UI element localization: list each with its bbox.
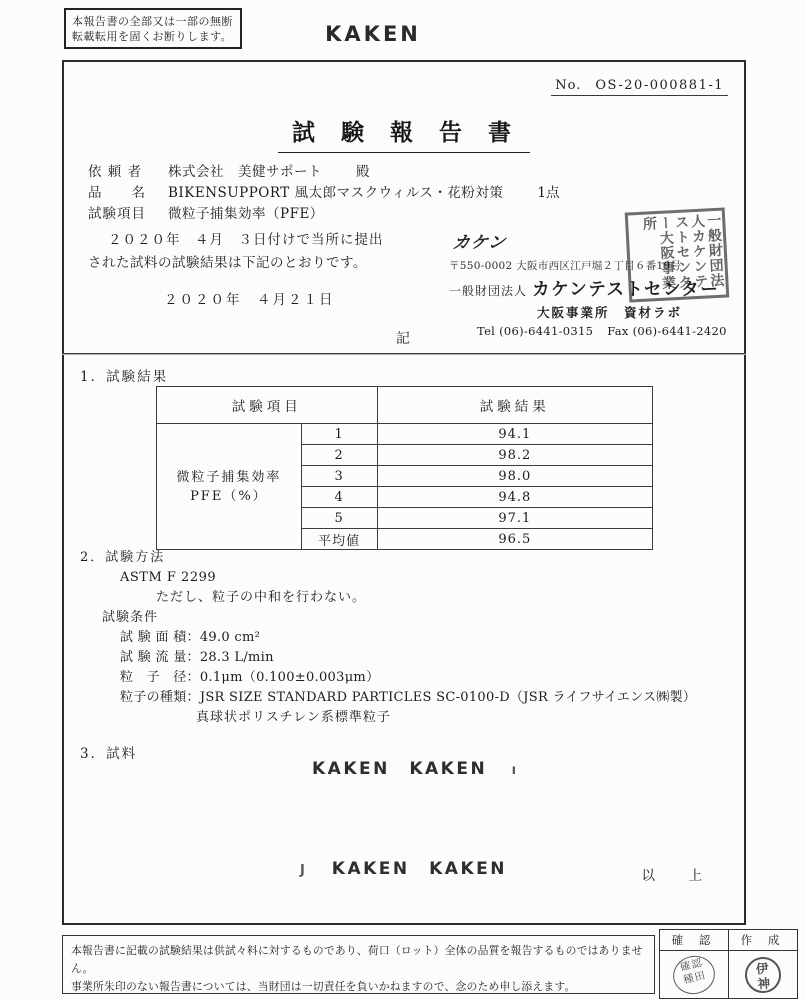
kaken-watermark-partial: J bbox=[300, 863, 308, 878]
result-table bbox=[156, 386, 653, 550]
section2-heading: 2．試験方法 bbox=[80, 550, 166, 565]
test-method-note: ただし、粒子の中和を行わない。 bbox=[156, 590, 367, 605]
issue-date: ２０２０年 ４月２１日 bbox=[164, 292, 335, 308]
create-column-header: 作 成 bbox=[729, 930, 798, 951]
issuer-fax: Fax (06)-6441-2420 bbox=[607, 324, 727, 338]
result-table-header-row bbox=[157, 387, 653, 424]
intro-paragraph bbox=[88, 229, 384, 275]
client-label: 依 頼 者 bbox=[88, 164, 143, 180]
report-number bbox=[551, 78, 728, 96]
report-number-value: OS-20-000881-1 bbox=[595, 78, 724, 93]
kaken-watermark-row2 bbox=[300, 854, 507, 879]
create-stamp-line1: 伊 bbox=[755, 960, 770, 977]
confirm-column-header: 確 認 bbox=[660, 930, 729, 951]
kaken-watermark-text: KAKEN KAKEN bbox=[331, 859, 507, 879]
issuer-address: 〒550-0002 大阪市西区江戸堀２丁目６番19号 bbox=[449, 260, 682, 272]
col-header-test-result: 試験結果 bbox=[377, 387, 652, 424]
condition-area-label: 試 験 面 積： bbox=[120, 630, 200, 645]
confirm-stamp-line1: 確認 bbox=[678, 956, 705, 974]
conditions-title: 試験条件 bbox=[102, 610, 159, 625]
kaken-watermark-row1 bbox=[312, 754, 519, 779]
specimen-no: 2 bbox=[301, 445, 377, 466]
disclaimer-line1: 本報告書に記載の試験結果は供試々料に対するものであり、荷口（ロット）全体の品質を報告するものではありません。 bbox=[71, 944, 643, 975]
result-value: 94.8 bbox=[377, 487, 652, 508]
condition-particle-size-value: 0.1μm（0.100±0.003μm） bbox=[199, 670, 380, 685]
condition-area-value: 49.0 cm² bbox=[199, 630, 261, 645]
condition-particle-type-label: 粒子の種類： bbox=[120, 690, 200, 705]
issuer-tel: Tel (06)-6441-0315 bbox=[477, 324, 594, 338]
request-info-block bbox=[88, 162, 559, 225]
table-row bbox=[157, 424, 653, 445]
report-number-label: No. bbox=[555, 78, 582, 93]
report-frame bbox=[62, 60, 746, 925]
approval-stamp-table bbox=[659, 929, 798, 999]
condition-flow-label: 試 験 流 量： bbox=[120, 650, 200, 665]
specimen-no: 1 bbox=[301, 424, 377, 445]
client-honorific: 殿 bbox=[356, 164, 370, 180]
result-value: 94.1 bbox=[377, 424, 652, 445]
intro-line2: された試料の試験結果は下記のとおりです。 bbox=[88, 255, 367, 271]
kaken-brand-header: KAKEN bbox=[325, 22, 421, 46]
specimen-no: 5 bbox=[301, 508, 377, 529]
condition-particle-size bbox=[80, 668, 696, 688]
test-item-name-line1: 微粒子捕集効率 bbox=[176, 469, 282, 485]
product-value: BIKENSUPPORT 風太郎マスクウィルス・花粉対策 bbox=[168, 185, 504, 201]
test-item-row bbox=[88, 204, 559, 225]
create-hanko-stamp bbox=[743, 955, 783, 995]
average-label: 平均値 bbox=[301, 529, 377, 550]
approval-stamp-row bbox=[660, 951, 798, 999]
condition-particle-type-cont: 真球状ポリスチレン系標準粒子 bbox=[196, 710, 391, 725]
confirm-stamp-line2: 種田 bbox=[682, 968, 708, 987]
product-quantity: 1点 bbox=[537, 185, 560, 201]
client-row bbox=[88, 162, 559, 183]
specimen-no: 3 bbox=[301, 466, 377, 487]
average-value: 96.5 bbox=[377, 529, 652, 550]
issuer-org-type: 一般財団法人 bbox=[449, 284, 528, 298]
report-title: 試 験 報 告 書 bbox=[278, 114, 530, 153]
copyright-notice-line2: 転載転用を固くお断りします。 bbox=[72, 30, 233, 43]
section2-block bbox=[80, 548, 696, 728]
test-item-label: 試験項目 bbox=[88, 206, 146, 222]
condition-flow bbox=[80, 648, 696, 668]
create-stamp-cell bbox=[729, 951, 798, 999]
test-item-cell bbox=[157, 424, 302, 550]
ki-marker: 記 bbox=[396, 331, 412, 347]
approval-header-row bbox=[660, 930, 798, 951]
col-header-test-item: 試験項目 bbox=[157, 387, 378, 424]
client-value: 株式会社 美健サポート bbox=[168, 164, 322, 180]
result-value: 98.2 bbox=[377, 445, 652, 466]
condition-particle-type bbox=[80, 688, 696, 708]
company-seal-stamp: 一般財団法人カケンテストセンター大阪事業所 bbox=[625, 207, 730, 302]
section3-heading: 3．試料 bbox=[80, 746, 138, 762]
specimen-no: 4 bbox=[301, 487, 377, 508]
test-item-name-line2: PFE（%） bbox=[190, 488, 268, 504]
confirm-stamp-cell bbox=[660, 951, 729, 999]
condition-particle-size-label: 粒 子 径： bbox=[120, 670, 200, 685]
product-label: 品 名 bbox=[88, 185, 146, 201]
condition-particle-type-value: JSR SIZE STANDARD PARTICLES SC-0100-D（JSR ライフサイエンス㈱製） bbox=[199, 690, 697, 705]
product-row bbox=[88, 183, 559, 204]
condition-area bbox=[80, 628, 696, 648]
disclaimer-line2: 事業所朱印のない報告書については、当財団は一切責任を負いかねますので、念のため申し添えます。 bbox=[71, 980, 576, 993]
issuer-office: 大阪事業所 資材ラボ bbox=[537, 305, 683, 320]
copyright-notice-line1: 本報告書の全部又は一部の無断 bbox=[72, 15, 233, 28]
horizontal-rule bbox=[62, 353, 746, 355]
test-method-standard: ASTM F 2299 bbox=[120, 570, 217, 585]
kaken-watermark-partial: ı bbox=[511, 763, 519, 778]
intro-line1: ２０２０年 ４月 ３日付けで当所に提出 bbox=[108, 232, 384, 248]
test-item-value: 微粒子捕集効率（PFE） bbox=[168, 206, 324, 222]
issuer-org-name: カケンテストセンター bbox=[532, 280, 720, 300]
kaken-logo: カケン bbox=[451, 233, 508, 253]
result-value: 98.0 bbox=[377, 466, 652, 487]
confirm-hanko-stamp bbox=[669, 951, 719, 998]
condition-flow-value: 28.3 L/min bbox=[199, 650, 274, 665]
kaken-watermark-text: KAKEN KAKEN bbox=[312, 759, 488, 779]
footer-disclaimer-box bbox=[62, 935, 655, 994]
create-stamp-line2: 神 bbox=[756, 974, 771, 992]
result-value: 97.1 bbox=[377, 508, 652, 529]
title-row bbox=[64, 114, 744, 153]
section1-heading: 1．試験結果 bbox=[80, 369, 169, 385]
closing-marker: 以 上 bbox=[641, 868, 712, 884]
